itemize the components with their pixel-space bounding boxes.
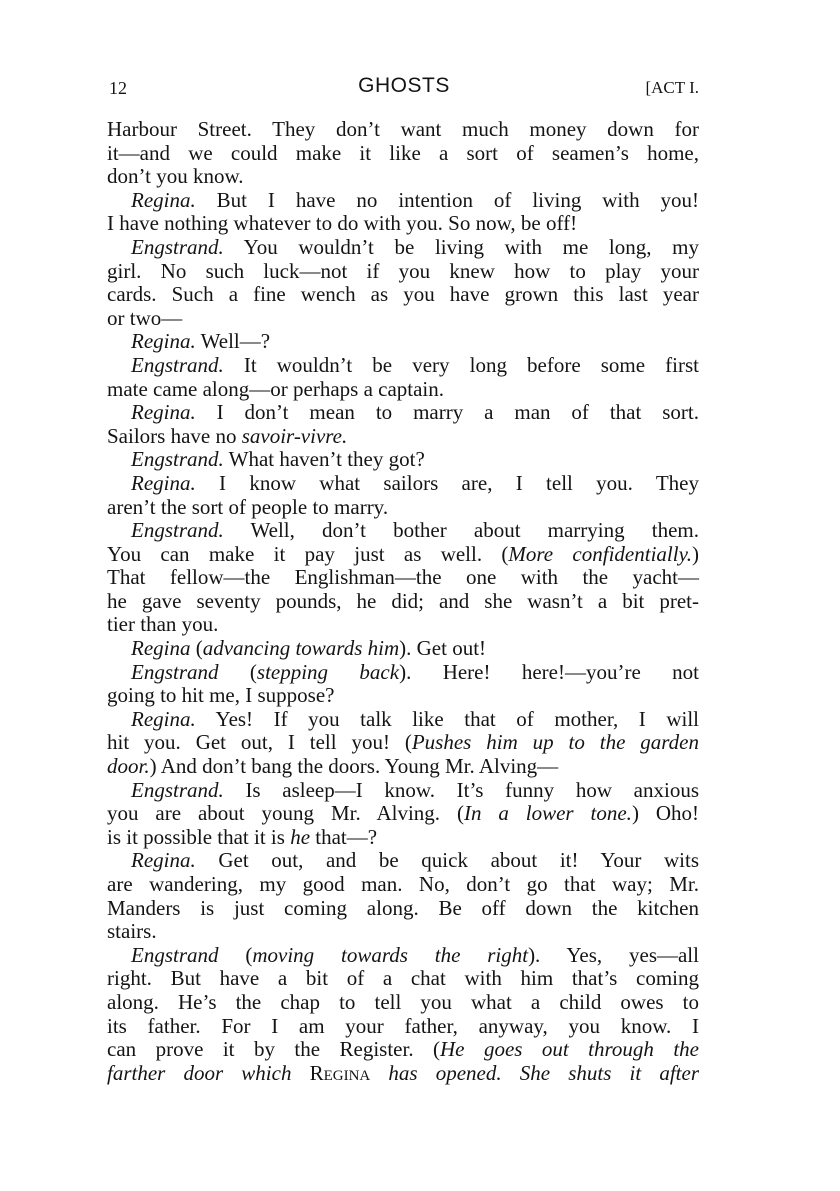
text-line xyxy=(107,307,699,331)
italic-text: Regina. xyxy=(131,470,196,495)
text-run: it—and we could make it like a sort of seamen’s home, xyxy=(107,140,699,165)
text-run: Is asleep—I know. It’s funny how anxious xyxy=(223,777,699,802)
text-line xyxy=(107,802,699,826)
text-line xyxy=(107,401,699,425)
italic-text: Engstrand xyxy=(131,659,219,684)
act-marker: [ACT I. xyxy=(645,78,699,97)
text-run: along. He’s the chap to tell you what a child owes to xyxy=(107,989,699,1014)
italic-text: he xyxy=(290,824,311,849)
text-run: What haven’t they got? xyxy=(223,447,425,472)
text-line xyxy=(107,684,699,708)
text-run: Sailors have no xyxy=(107,423,242,448)
text-run: are wandering, my good man. No, don’t go that way; Mr. xyxy=(107,872,699,896)
italic-text: stepping back xyxy=(256,659,400,684)
text-run: That fellow—the Englishman—the one with the yacht— xyxy=(107,565,699,590)
text-run: don’t you know. xyxy=(107,164,244,189)
text-run: right. But have a bit of a chat with him that’s coming xyxy=(107,966,699,991)
text-line xyxy=(107,260,699,284)
text-line xyxy=(107,519,699,543)
text-run: Well, don’t bother about marrying them. xyxy=(223,518,699,543)
text-line xyxy=(107,1062,699,1086)
italic-text: Engstrand. xyxy=(131,777,224,802)
italic-text: Regina. xyxy=(131,400,196,425)
text-line xyxy=(107,590,699,614)
text-run: that—? xyxy=(310,824,378,849)
italic-text: More confidentially. xyxy=(508,541,692,566)
text-line xyxy=(107,826,699,850)
text-run: he gave seventy pounds, he did; and she wasn’t a bit pret- xyxy=(107,588,699,613)
italic-text: Engstrand. xyxy=(131,234,224,259)
text-run: Get out, and be quick about it! Your wits xyxy=(195,848,699,873)
text-run: You wouldn’t be living with me long, my xyxy=(223,234,699,259)
text-run: You can make it pay just as well. ( xyxy=(107,541,509,566)
text-run: I have nothing whatever to do with you. So now, be off! xyxy=(107,211,578,236)
page-body xyxy=(107,118,699,1085)
text-run: its father. For I am your father, anyway, you know. I xyxy=(107,1013,699,1038)
text-line xyxy=(107,1038,699,1062)
text-run: can prove it by the Register. ( xyxy=(107,1037,441,1062)
text-line xyxy=(107,425,699,449)
text-run: stairs. xyxy=(107,919,157,944)
italic-text: farther door which xyxy=(107,1060,310,1085)
text-run: But I have no intention of living with you! xyxy=(195,187,699,212)
text-line xyxy=(107,330,699,354)
text-run: going to hit me, I suppose? xyxy=(107,683,335,708)
text-run: hit you. Get out, I tell you! ( xyxy=(107,730,412,755)
text-line xyxy=(107,566,699,590)
text-line xyxy=(107,543,699,567)
text-line xyxy=(107,873,699,897)
text-line xyxy=(107,165,699,189)
text-run: or two— xyxy=(107,305,183,330)
text-line xyxy=(107,897,699,921)
italic-text: Regina xyxy=(131,636,191,661)
text-line xyxy=(107,283,699,307)
text-run: mate came along—or perhaps a captain. xyxy=(107,376,445,401)
text-run: ( xyxy=(190,636,203,661)
text-line xyxy=(107,637,699,661)
text-line xyxy=(107,142,699,166)
italic-text: door. xyxy=(107,754,150,779)
text-run: girl. No such luck—not if you knew how to play your xyxy=(107,258,699,283)
page-number: 12 xyxy=(109,78,127,98)
running-header xyxy=(109,72,699,102)
text-run: ( xyxy=(218,942,253,967)
text-line xyxy=(107,944,699,968)
text-line xyxy=(107,118,699,142)
text-line xyxy=(107,708,699,732)
text-line xyxy=(107,354,699,378)
small-caps-name: Regina xyxy=(309,1060,371,1085)
text-run: Well—? xyxy=(195,329,271,354)
text-run: ( xyxy=(218,659,257,684)
italic-text: Engstrand. xyxy=(131,352,224,377)
text-line xyxy=(107,212,699,236)
italic-text: Regina. xyxy=(131,848,196,873)
text-line xyxy=(107,236,699,260)
text-run: Harbour Street. They don’t want much money down for xyxy=(107,117,699,141)
running-title: GHOSTS xyxy=(358,74,450,97)
text-run: ) And don’t bang the doors. Young Mr. Alving— xyxy=(149,754,559,779)
italic-text: moving towards the right xyxy=(252,942,529,967)
italic-text: has opened. She shuts it after xyxy=(370,1060,699,1085)
text-line xyxy=(107,920,699,944)
italic-text: savoir-vivre. xyxy=(241,423,348,448)
text-line xyxy=(107,779,699,803)
italic-text: advancing towards him xyxy=(202,636,400,661)
italic-text: Engstrand xyxy=(131,942,219,967)
text-run: Manders is just coming along. Be off down the kitchen xyxy=(107,895,699,920)
text-run: is it possible that it is xyxy=(107,824,291,849)
text-run: ) Oho! xyxy=(631,801,700,826)
text-run: ). Get out! xyxy=(399,636,487,661)
text-line xyxy=(107,731,699,755)
text-run: I know what sailors are, I tell you. They xyxy=(195,470,699,495)
italic-text: Regina. xyxy=(131,329,196,354)
text-run: you are about young Mr. Alving. ( xyxy=(107,801,464,826)
text-line xyxy=(107,967,699,991)
text-run: aren’t the sort of people to marry. xyxy=(107,494,389,519)
text-line xyxy=(107,189,699,213)
text-line xyxy=(107,991,699,1015)
italic-text: Engstrand. xyxy=(131,518,224,543)
text-run: tier than you. xyxy=(107,612,219,637)
italic-text: Pushes him up to the garden xyxy=(411,730,699,755)
text-line xyxy=(107,1015,699,1039)
italic-text: He goes out through the xyxy=(440,1037,699,1062)
text-line xyxy=(107,849,699,873)
text-run: It wouldn’t be very long before some first xyxy=(223,352,699,377)
text-line xyxy=(107,448,699,472)
text-line xyxy=(107,496,699,520)
text-line xyxy=(107,613,699,637)
italic-text: Engstrand. xyxy=(131,447,224,472)
italic-text: Regina. xyxy=(131,187,196,212)
text-line xyxy=(107,755,699,779)
text-run: ). Here! here!—you’re not xyxy=(399,659,699,684)
text-line xyxy=(107,472,699,496)
text-run: cards. Such a fine wench as you have grown this last year xyxy=(107,282,699,307)
text-run: ). Yes, yes—all xyxy=(528,942,699,967)
text-run: Yes! If you talk like that of mother, I will xyxy=(195,706,699,731)
italic-text: In a lower tone. xyxy=(463,801,632,826)
text-run: ) xyxy=(692,541,699,566)
italic-text: Regina. xyxy=(131,706,196,731)
text-run: I don’t mean to marry a man of that sort. xyxy=(195,400,699,425)
text-line xyxy=(107,661,699,685)
text-line xyxy=(107,378,699,402)
